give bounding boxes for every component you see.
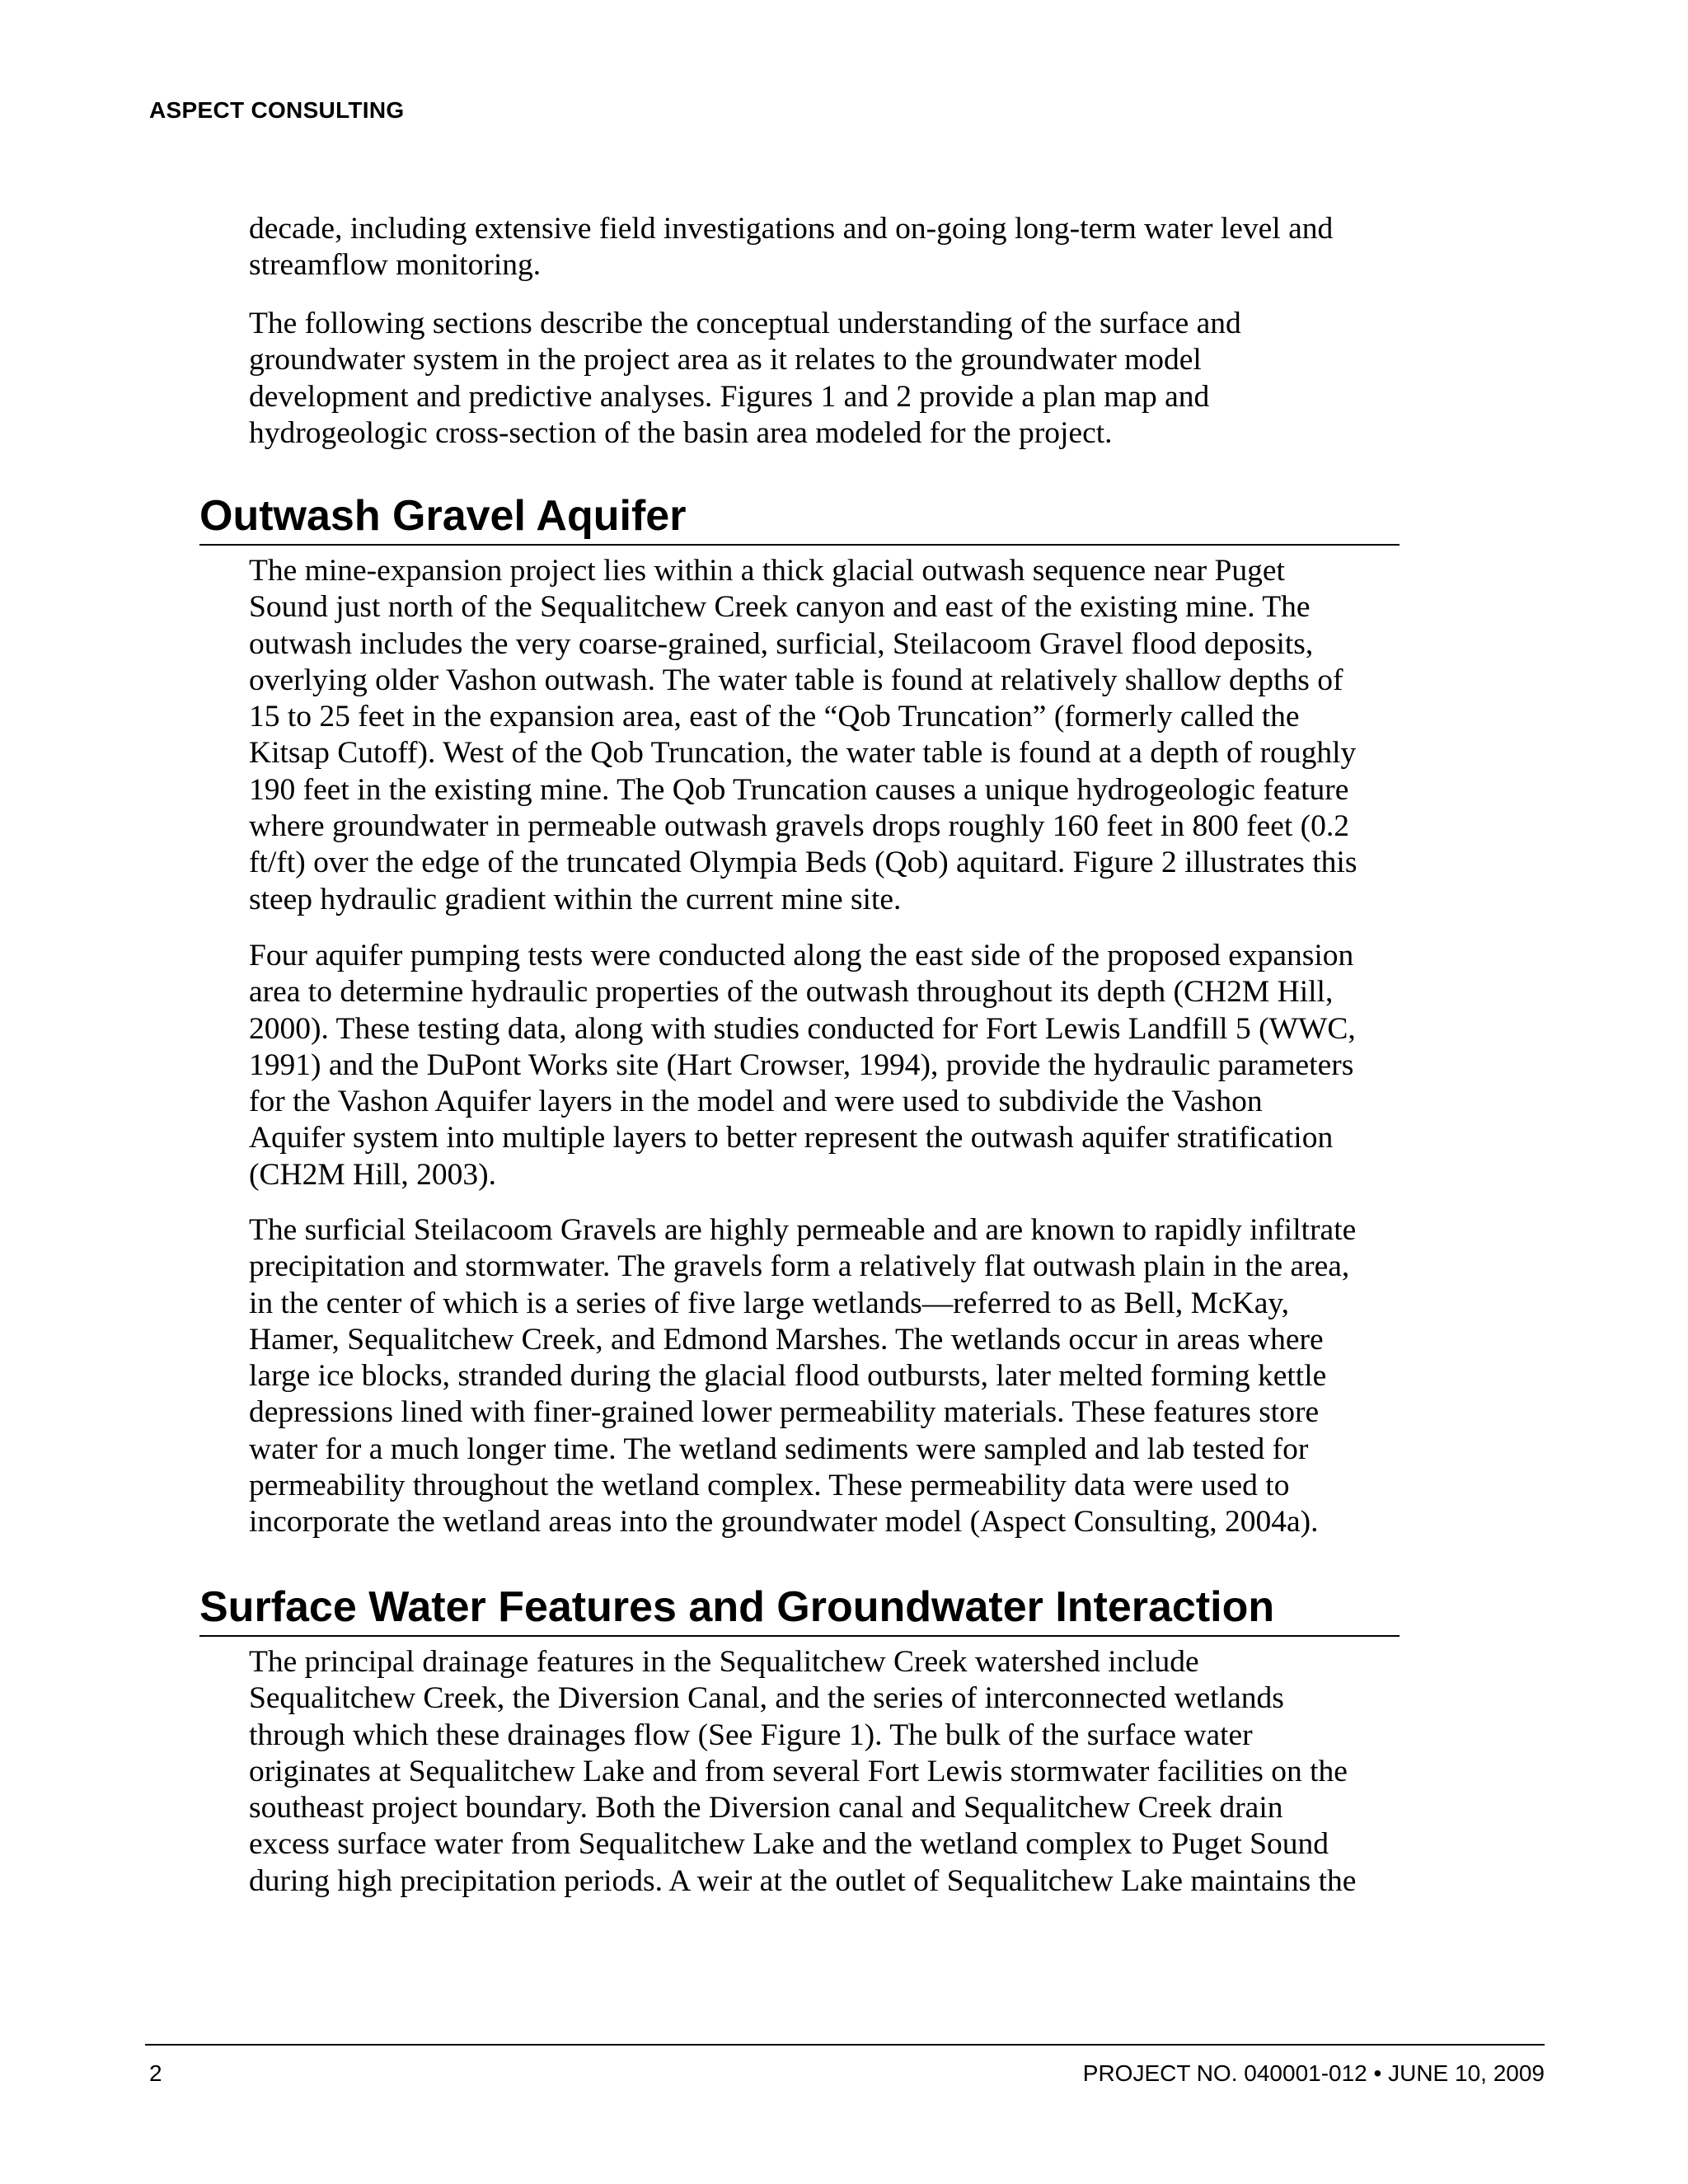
text-line: Aquifer system into multiple layers to better represent the outwash aquifer stratification <box>249 1121 1334 1155</box>
paragraph-sections-overview <box>249 306 1403 452</box>
footer-project-info: PROJECT NO. 040001-012 • JUNE 10, 2009 <box>1082 2060 1545 2086</box>
text-line: streamflow monitoring. <box>249 248 542 283</box>
text-line: Hamer, Sequalitchew Creek, and Edmond Marshes. The wetlands occur in areas where <box>249 1322 1324 1357</box>
text-line: decade, including extensive field investigations and on-going long-term water level and <box>249 212 1334 246</box>
paragraph-pumping-tests <box>249 938 1403 1193</box>
text-line: water for a much longer time. The wetland sediments were sampled and lab tested for <box>249 1432 1309 1466</box>
text-line: precipitation and stormwater. The gravels form a relatively flat outwash plain in the area, <box>249 1249 1350 1284</box>
section-heading-surface-water: Surface Water Features and Groundwater Interaction <box>199 1582 1400 1637</box>
text-line: depressions lined with finer-grained lower permeability materials. These features store <box>249 1395 1320 1430</box>
text-line: development and predictive analyses. Figures 1 and 2 provide a plan map and <box>249 379 1210 414</box>
paragraph-steilacoom-gravels <box>249 1212 1403 1541</box>
text-line: groundwater system in the project area as it relates to the groundwater model <box>249 343 1202 377</box>
text-line: through which these drainages flow (See Figure 1). The bulk of the surface water <box>249 1718 1253 1752</box>
text-line: excess surface water from Sequalitchew Lake and the wetland complex to Puget Sound <box>249 1827 1329 1862</box>
text-line: originates at Sequalitchew Lake and from several Fort Lewis stormwater facilities on the <box>249 1754 1348 1788</box>
text-line: steep hydraulic gradient within the current mine site. <box>249 882 902 916</box>
paragraph-mine-expansion <box>249 553 1403 918</box>
page-number: 2 <box>149 2060 162 2086</box>
text-line: The surficial Steilacoom Gravels are highly permeable and are known to rapidly infiltrate <box>249 1213 1357 1247</box>
text-line: (CH2M Hill, 2003). <box>249 1157 496 1192</box>
text-line: where groundwater in permeable outwash gravels drops roughly 160 feet in 800 feet (0.2 <box>249 809 1350 844</box>
text-line: in the center of which is a series of five large wetlands—referred to as Bell, McKay, <box>249 1286 1290 1320</box>
text-line: The principal drainage features in the Sequalitchew Creek watershed include <box>249 1645 1199 1679</box>
text-line: area to determine hydraulic properties of the outwash throughout its depth (CH2M Hill, <box>249 975 1334 1010</box>
text-line: outwash includes the very coarse-grained, surficial, Steilacoom Gravel flood deposits, <box>249 626 1314 661</box>
text-line: incorporate the wetland areas into the groundwater model (Aspect Consulting, 2004a). <box>249 1505 1319 1540</box>
text-line: permeability throughout the wetland complex. These permeability data were used to <box>249 1469 1290 1503</box>
text-line: for the Vashon Aquifer layers in the model and were used to subdivide the Vashon <box>249 1085 1263 1119</box>
text-line: overlying older Vashon outwash. The water table is found at relatively shallow depths of <box>249 663 1343 697</box>
text-line: The following sections describe the conceptual understanding of the surface and <box>249 307 1241 340</box>
text-line: Sound just north of the Sequalitchew Creek canyon and east of the existing mine. The <box>249 590 1311 625</box>
text-line: Kitsap Cutoff). West of the Qob Truncation, the water table is found at a depth of roughly <box>249 736 1357 771</box>
text-line: southeast project boundary. Both the Diversion canal and Sequalitchew Creek drain <box>249 1791 1283 1825</box>
text-line: 190 feet in the existing mine. The Qob Truncation causes a unique hydrogeologic feature <box>249 772 1349 807</box>
text-line: Four aquifer pumping tests were conducted along the east side of the proposed expansion <box>249 939 1354 972</box>
section-heading-outwash: Outwash Gravel Aquifer <box>199 491 1400 546</box>
text-line: Sequalitchew Creek, the Diversion Canal, and the series of interconnected wetlands <box>249 1681 1284 1716</box>
header-company-name: ASPECT CONSULTING <box>149 97 405 123</box>
text-line: large ice blocks, stranded during the glacial flood outbursts, later melted forming kettle <box>249 1359 1327 1394</box>
footer-divider <box>145 2044 1545 2046</box>
text-line: 1991) and the DuPont Works site (Hart Crowser, 1994), provide the hydraulic parameters <box>249 1047 1354 1082</box>
text-line: ft/ft) over the edge of the truncated Olympia Beds (Qob) aquitard. Figure 2 illustrates this <box>249 846 1357 880</box>
text-line: 2000). These testing data, along with studies conducted for Fort Lewis Landfill 5 (WWC, <box>249 1011 1356 1046</box>
text-line: hydrogeologic cross-section of the basin area modeled for the project. <box>249 415 1113 450</box>
text-line: The mine-expansion project lies within a thick glacial outwash sequence near Puget <box>249 554 1285 588</box>
text-line: during high precipitation periods. A weir at the outlet of Sequalitchew Lake maintains the <box>249 1863 1357 1898</box>
text-line: 15 to 25 feet in the expansion area, east of the “Qob Truncation” (formerly called the <box>249 700 1300 734</box>
paragraph-intro-continuation <box>249 211 1403 284</box>
paragraph-drainage-features <box>249 1644 1403 1900</box>
